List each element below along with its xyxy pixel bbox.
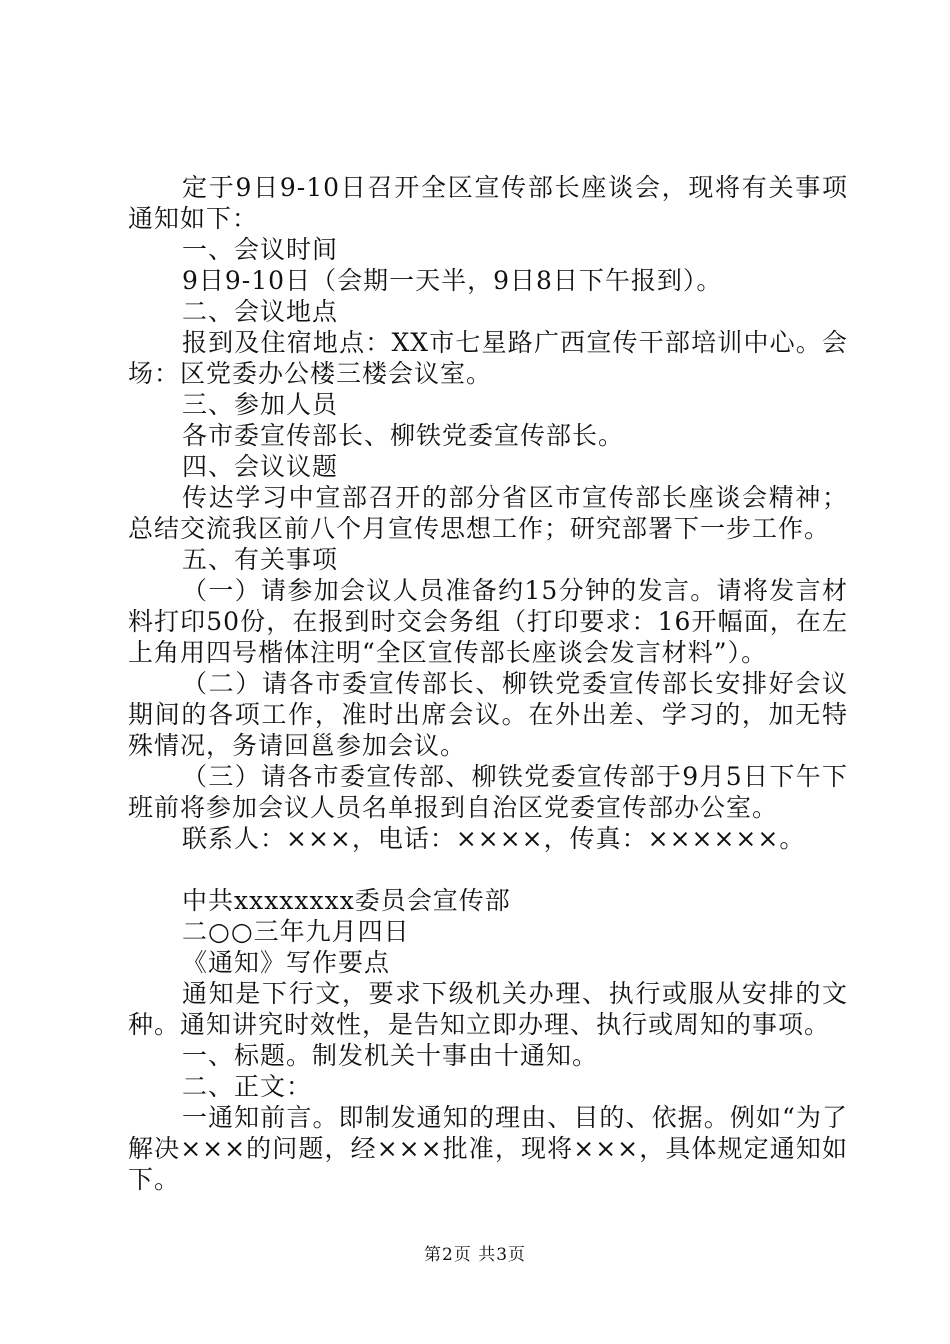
guide-item-body: 二、正文： bbox=[182, 1072, 313, 1101]
signature-date: 二○○三年九月四日 bbox=[182, 917, 410, 946]
intro-paragraph: 定于9日9-10日召开全区宣传部长座谈会，现将有关事项通知如下： bbox=[128, 173, 848, 233]
matter-item-1: （一）请参加会议人员准备约15分钟的发言。请将发言材料打印50份，在报到时交会务组（打印要求：16开幅面，在左上角用四号楷体注明“全区宣传部长座谈会发言材料”）。 bbox=[128, 576, 848, 667]
section-heading-attendees: 三、参加人员 bbox=[182, 390, 339, 419]
section-heading-agenda: 四、会议议题 bbox=[182, 452, 339, 481]
matter-item-2: （二）请各市委宣传部长、柳铁党委宣传部长安排好会议期间的各项工作，准时出席会议。在外出差、学习的，加无特殊情况，务请回邕参加会议。 bbox=[128, 669, 848, 760]
guide-item-title: 一、标题。制发机关十事由十通知。 bbox=[182, 1041, 599, 1070]
guide-body-preface: 一通知前言。即制发通知的理由、目的、依据。例如“为了解决×××的问题，经×××批准，现将×××，具体规定通知如下。 bbox=[128, 1103, 848, 1194]
guide-title: 《通知》写作要点 bbox=[182, 948, 391, 977]
signature-organization: 中共xxxxxxxx委员会宣传部 bbox=[182, 886, 511, 915]
agenda-text: 传达学习中宣部召开的部分省区市宣传部长座谈会精神；总结交流我区前八个月宣传思想工作；研究部署下一步工作。 bbox=[128, 483, 848, 543]
document-body bbox=[128, 172, 848, 1195]
guide-intro: 通知是下行文，要求下级机关办理、执行或服从安排的文种。通知讲究时效性，是告知立即办理、执行或周知的事项。 bbox=[128, 979, 848, 1039]
matter-item-3: （三）请各市委宣传部、柳铁党委宣传部于9月5日下午下班前将参加会议人员名单报到自治区党委宣传部办公室。 bbox=[128, 762, 848, 822]
section-heading-time: 一、会议时间 bbox=[182, 235, 339, 264]
section-heading-matters: 五、有关事项 bbox=[182, 545, 339, 574]
contact-line: 联系人：×××，电话：××××，传真：××××××。 bbox=[182, 824, 806, 853]
meeting-location-text: 报到及住宿地点：XX市七星路广西宣传干部培训中心。会场：区党委办公楼三楼会议室。 bbox=[128, 328, 848, 388]
blank-line bbox=[128, 854, 848, 885]
meeting-time-text: 9日9-10日（会期一天半，9日8日下午报到）。 bbox=[182, 266, 723, 295]
section-heading-location: 二、会议地点 bbox=[182, 297, 339, 326]
page-number: 第2页 共3页 bbox=[423, 1245, 527, 1265]
attendees-text: 各市委宣传部长、柳铁党委宣传部长。 bbox=[182, 421, 625, 450]
